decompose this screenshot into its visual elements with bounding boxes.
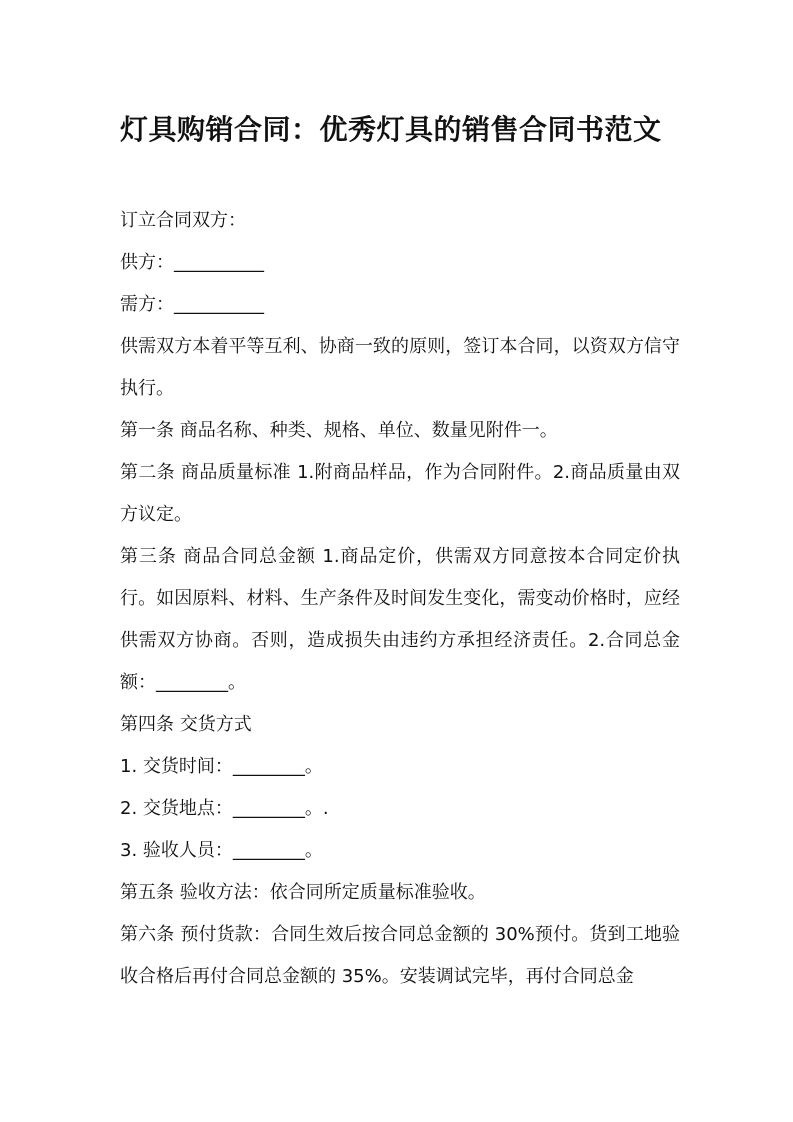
paragraph-principle: 供需双方本着平等互利、协商一致的原则，签订本合同，以资双方信守执行。: [120, 336, 680, 399]
paragraph-article-4: 第四条 交货方式: [120, 714, 252, 735]
paragraph-article-1: 第一条 商品名称、种类、规格、单位、数量见附件一。: [120, 420, 558, 441]
paragraph-delivery-place: 2. 交货地点：________。.: [120, 798, 329, 819]
paragraph-article-3: 第三条 商品合同总金额 1.商品定价，供需双方同意按本合同定价执行。如因原料、材料、生产条件及时间发生变化，需变动价格时，应经供需双方协商。否则，造成损失由违约方承担经济责任。2.合同总金额：________。: [120, 546, 680, 693]
paragraph-delivery-time: 1. 交货时间：________。: [120, 756, 323, 777]
document-body: [120, 200, 680, 998]
paragraph-inspector: 3. 验收人员：________。: [120, 840, 323, 861]
paragraph-article-2: 第二条 商品质量标准 1.附商品样品，作为合同附件。2.商品质量由双方议定。: [120, 462, 680, 525]
paragraph-supplier: 供方：__________: [120, 252, 264, 273]
paragraph-parties-heading: 订立合同双方：: [120, 210, 246, 231]
document-title: 灯具购销合同：优秀灯具的销售合同书范文: [120, 113, 662, 146]
paragraph-buyer: 需方：__________: [120, 294, 264, 315]
paragraph-article-5: 第五条 验收方法：依合同所定质量标准验收。: [120, 882, 486, 903]
paragraph-article-6: 第六条 预付货款：合同生效后按合同总金额的 30%预付。货到工地验收合格后再付合同总金额的 35%。安装调试完毕，再付合同总金: [120, 924, 680, 987]
